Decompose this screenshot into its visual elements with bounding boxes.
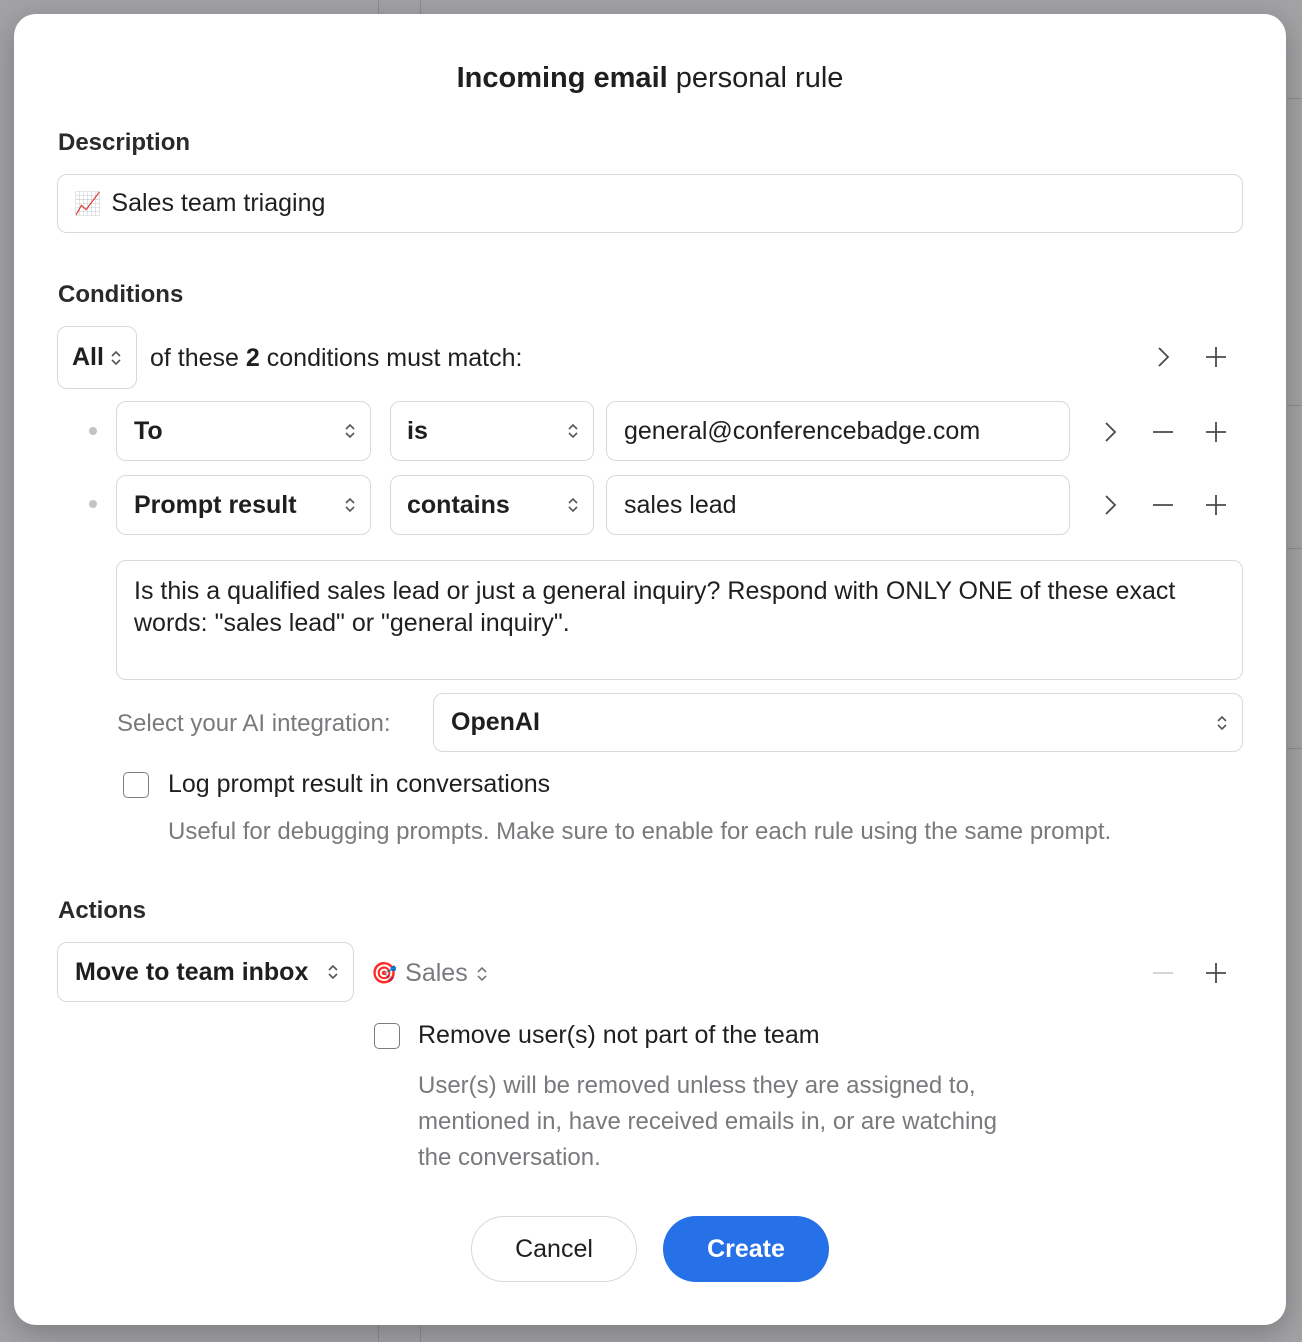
select-arrows-icon xyxy=(567,495,579,515)
log-prompt-help: Useful for debugging prompts. Make sure to enable for each rule using the same prompt. xyxy=(168,818,1112,845)
condition-2-field-select[interactable] xyxy=(116,475,371,535)
select-arrows-icon xyxy=(344,495,356,515)
remove-users-help-line: the conversation. xyxy=(418,1144,601,1171)
condition-bullet xyxy=(89,500,97,508)
team-select[interactable] xyxy=(371,959,488,988)
match-mode-value: All xyxy=(72,343,104,371)
dialog-title-bold: Incoming email xyxy=(456,62,668,94)
select-arrows-icon xyxy=(476,964,488,984)
ai-integration-value: OpenAI xyxy=(451,708,540,736)
match-sentence xyxy=(150,344,522,373)
select-arrows-icon xyxy=(344,421,356,441)
cancel-button[interactable]: Cancel xyxy=(471,1216,637,1282)
expand-chevron-icon[interactable] xyxy=(1148,342,1178,372)
condition-2-operator-select[interactable] xyxy=(390,475,594,535)
remove-users-help-line: User(s) will be removed unless they are assigned to, xyxy=(418,1072,976,1099)
add-condition-group-plus-icon[interactable] xyxy=(1201,342,1231,372)
condition-2-field-value: Prompt result xyxy=(134,490,297,519)
match-count: 2 xyxy=(245,344,260,372)
condition-1-add-plus-icon[interactable] xyxy=(1201,417,1231,447)
backdrop-divider xyxy=(1287,98,1302,99)
condition-1-field-select[interactable] xyxy=(116,401,371,461)
condition-2-operator-value: contains xyxy=(407,490,510,519)
log-prompt-checkbox[interactable] xyxy=(123,772,149,798)
remove-users-help-line: mentioned in, have received emails in, or are watching xyxy=(418,1108,997,1135)
condition-2-value: sales lead xyxy=(624,490,737,519)
select-arrows-icon xyxy=(327,962,339,982)
ai-integration-label: Select your AI integration: xyxy=(117,710,391,737)
dialog-title-rest: personal rule xyxy=(675,62,844,94)
match-text-post: conditions must match: xyxy=(266,344,523,372)
condition-1-operator-value: is xyxy=(407,416,428,445)
target-emoji-icon: 🎯 xyxy=(371,961,398,985)
condition-1-remove-minus-icon[interactable] xyxy=(1148,417,1178,447)
select-arrows-icon xyxy=(1216,713,1228,733)
remove-users-help xyxy=(418,1068,997,1176)
remove-users-checkbox[interactable] xyxy=(374,1023,400,1049)
log-prompt-label: Log prompt result in conversations xyxy=(168,770,551,798)
condition-1-value-input[interactable] xyxy=(606,401,1070,461)
description-label: Description xyxy=(58,129,191,156)
condition-2-add-plus-icon[interactable] xyxy=(1201,490,1231,520)
action-type-select[interactable] xyxy=(57,942,354,1002)
remove-users-label: Remove user(s) not part of the team xyxy=(418,1021,820,1049)
backdrop-divider xyxy=(1287,748,1302,749)
action-type-value: Move to team inbox xyxy=(75,957,309,986)
create-button[interactable]: Create xyxy=(663,1216,829,1282)
description-value: Sales team triaging xyxy=(111,189,326,217)
chart-emoji-icon: 📈 xyxy=(74,190,102,216)
description-input[interactable] xyxy=(57,174,1243,233)
condition-2-chevron-icon[interactable] xyxy=(1095,490,1125,520)
conditions-label: Conditions xyxy=(58,281,184,308)
dialog-title xyxy=(14,62,1286,95)
select-arrows-icon xyxy=(110,348,122,368)
backdrop-divider xyxy=(1287,405,1302,406)
condition-2-remove-minus-icon[interactable] xyxy=(1148,490,1178,520)
match-text-pre: of these xyxy=(150,344,239,372)
backdrop-divider xyxy=(1287,548,1302,549)
rule-dialog xyxy=(14,14,1286,1325)
ai-integration-select[interactable] xyxy=(433,693,1243,752)
select-arrows-icon xyxy=(567,421,579,441)
actions-label: Actions xyxy=(58,897,147,924)
match-mode-select[interactable] xyxy=(57,326,137,389)
team-value: Sales xyxy=(405,959,468,987)
prompt-text: Is this a qualified sales lead or just a general inquiry? Respond with ONLY ONE of these exact words: "sales lead" or "general inquiry". xyxy=(134,577,1176,637)
condition-1-chevron-icon[interactable] xyxy=(1095,417,1125,447)
action-remove-minus-icon[interactable] xyxy=(1148,958,1178,988)
prompt-textarea[interactable] xyxy=(116,560,1243,680)
condition-1-operator-select[interactable] xyxy=(390,401,594,461)
condition-1-field-value: To xyxy=(134,416,163,445)
condition-2-value-input[interactable] xyxy=(606,475,1070,535)
condition-1-value: general@conferencebadge.com xyxy=(624,416,981,445)
condition-bullet xyxy=(89,427,97,435)
action-add-plus-icon[interactable] xyxy=(1201,958,1231,988)
